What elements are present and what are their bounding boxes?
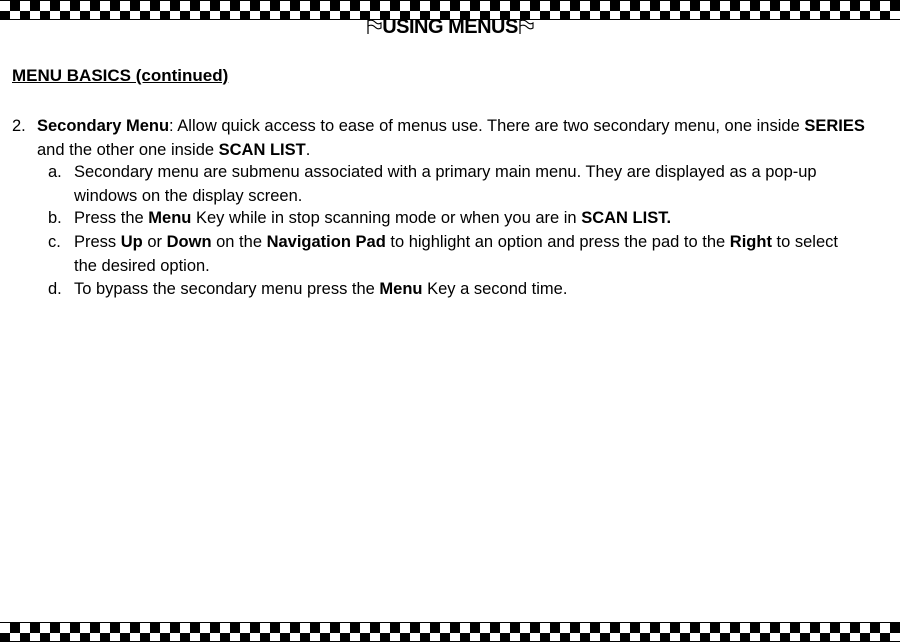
term-series: SERIES: [804, 117, 865, 135]
item-text: and the other one inside: [37, 141, 219, 159]
term-scan-list: SCAN LIST: [218, 141, 306, 159]
term-right: Right: [729, 233, 772, 251]
sub-item-letter: c.: [48, 233, 61, 251]
flag-icon: [518, 19, 534, 35]
sub-item-letter: b.: [48, 209, 62, 227]
page-title: [0, 16, 900, 39]
checkered-border-bottom: [0, 622, 900, 642]
term-secondary-menu: Secondary Menu: [37, 117, 170, 135]
term-down: Down: [166, 233, 212, 251]
sub-item-a: [48, 160, 858, 208]
sub-item-text: to select the desired option.: [74, 233, 838, 275]
sub-item-text: To bypass the secondary menu press the: [74, 280, 380, 298]
sub-item-b: [48, 206, 858, 230]
item-number: 2.: [12, 117, 26, 135]
term-up: Up: [120, 233, 143, 251]
sub-item-letter: d.: [48, 280, 62, 298]
sub-item-text: Key a second time.: [422, 280, 568, 298]
term-menu: Menu: [379, 280, 423, 298]
page-title-text: USING MENUS: [382, 16, 518, 38]
sub-item-text: Press: [74, 233, 121, 251]
term-menu: Menu: [148, 209, 192, 227]
sub-item-text: or: [142, 233, 167, 251]
sub-item-text: Press the: [74, 209, 149, 227]
item-text: : Allow quick access to ease of menus use. There are two secondary menu, one inside: [169, 117, 805, 135]
sub-item-text: to highlight an option and press the pad to the: [385, 233, 730, 251]
section-heading: MENU BASICS (continued): [12, 66, 229, 85]
list-item-secondary-menu: [12, 114, 872, 162]
sub-item-letter: a.: [48, 163, 62, 181]
term-scan-list: SCAN LIST.: [581, 209, 672, 227]
flag-icon: [366, 19, 382, 35]
sub-item-text: Key while in stop scanning mode or when you are in: [191, 209, 582, 227]
sub-item-text: Secondary menu are submenu associated with a primary main menu. They are displayed as a pop-up windows on the display screen.: [74, 163, 817, 205]
sub-item-text: on the: [211, 233, 267, 251]
sub-item-d: [48, 277, 858, 301]
sub-item-c: [48, 230, 858, 278]
item-text: .: [305, 141, 311, 159]
term-navigation-pad: Navigation Pad: [266, 233, 386, 251]
